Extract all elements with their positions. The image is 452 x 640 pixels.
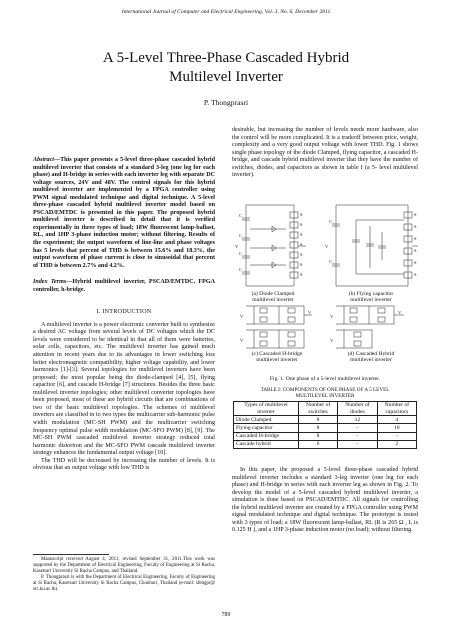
- footnotes: [33, 557, 215, 592]
- caption-b: (b) Flying capacitor multilevel inverter: [348, 291, 394, 304]
- svg-text:S: S: [300, 262, 303, 267]
- svg-text:S: S: [300, 242, 303, 247]
- header-switches: Number of switches: [298, 402, 337, 416]
- svg-text:V: V: [330, 314, 334, 319]
- header-diodes: Number of diodes: [338, 402, 377, 416]
- right-column-top: [232, 127, 418, 180]
- table-cell: 4: [377, 416, 416, 424]
- footnote-1: Manuscript received August 4, 2011; revised September 31, 2011.This work was supported by the Department of Electrical Engineering, Faculty of Engineering at Si Racha, Kasetsart University Si Racha Campus, and Thailand.: [33, 557, 215, 574]
- right-paragraph-1: desirable, but increasing the number of levels needs more hardware, also the control will be more complicated. It is a tradeoff between price, weight, complexity and a very good output voltage with lower THD. Fig. 1 shows single phase topology of the diode Clamped, flying capacitor, a cascaded H-bridge, and cascade hybrid multilevel inverter that they have the number of switches, diodes, and capacitors as shown in table I (a 5- level multilevel inverter).: [232, 127, 418, 179]
- table-header-row: [234, 402, 417, 416]
- table-cell: Cascaded H-bridge: [234, 432, 299, 440]
- svg-text:V: V: [398, 310, 402, 315]
- svg-text:S: S: [300, 272, 303, 277]
- right-column-bottom: [232, 467, 418, 535]
- table-cell: 8: [298, 416, 337, 424]
- table-row: [234, 440, 417, 448]
- figure-1: [232, 200, 418, 370]
- abstract-label: Abstract: [33, 157, 54, 163]
- svg-text:V: V: [330, 338, 334, 343]
- abstract: [33, 157, 215, 270]
- table-1-caption: TABLE I: COMPONENTS OF ONE PHASE OF A 5 LEVEL MULTILEVEL INVERTER: [260, 387, 390, 400]
- svg-text:S: S: [300, 212, 303, 217]
- footnote-2: P. Thongprasri is with the Department of Electrical Engineering, Faculty of Engineering at Si Racha, Kasetsart University Si Racha Campus, Chonburi, Thailand (e-mail: sfengpr@ src.ku.ac.th).: [33, 574, 215, 592]
- table-1-wrapper: [233, 401, 417, 449]
- table-cell: Cascade hybrid: [234, 440, 299, 448]
- abstract-text: —This paper presents a 5-level three-phase cascaded hybrid multilevel inverter that consists of a standard 3-leg (one leg for each phase) and H-bridge in series with each inverter leg with separate DC voltage sources, 24V and 48V. The control signals for this hybrid multilevel inverter are implemented by a FPGA controller using PWM signal modulated technique and digital technique. A 5-level three-phase cascaded hybrid multilevel inverter model based on PSCAD/EMTDC is presented in this paper. The proposed hybrid multilevel inverter is described in detail that it is verified experimentally in three types of load; 18W fluorescent lamp-ballast, RL, and 1HP 3-phase induction motor; without filtering. Results of the experiment; the output waveform of line-line and phase voltages has 5 levels that percent of THD is between 15.6% and 18.3%, the output waveform of phase current is close to sinusoidal that percent of THD is between 2.7% and 4.2%.: [33, 157, 215, 269]
- header-capacitors: Number of capacitors: [377, 402, 416, 416]
- caption-c: (c) Cascaded H-bridge multilevel inverter: [251, 351, 303, 364]
- index-terms-label: Index Terms: [33, 279, 67, 286]
- table-cell: 2: [377, 440, 416, 448]
- figure-1-caption: Fig. 1. One phase of a 5-level multilevel inverter.: [269, 376, 381, 382]
- page-number: 789: [221, 612, 231, 618]
- svg-text:S: S: [300, 232, 303, 237]
- table-row: [234, 424, 417, 432]
- svg-text:S: S: [300, 222, 303, 227]
- footnote-rule: [33, 554, 109, 555]
- title-line-1: A 5-Level Three-Phase Cascaded Hybrid: [102, 50, 350, 66]
- author: P. Thongprasri: [203, 98, 249, 107]
- svg-text:C: C: [329, 259, 333, 264]
- svg-text:C: C: [239, 251, 243, 256]
- paper-title: [60, 49, 392, 87]
- table-cell: Diode Clamped: [234, 416, 299, 424]
- table-cell: Flying capacitor: [234, 424, 299, 432]
- flying-capacitor-diagram: [332, 205, 418, 286]
- title-line-2: Multilevel Inverter: [169, 69, 283, 85]
- header-types: Types of multilevel inverter: [234, 402, 299, 416]
- components-table: [233, 401, 417, 449]
- svg-text:S: S: [414, 272, 417, 277]
- table-row: [234, 432, 417, 440]
- svg-text:V: V: [308, 310, 312, 315]
- diode-clamped-diagram: [242, 205, 306, 286]
- table-cell: 12: [338, 416, 377, 424]
- section-heading-introduction: I. INTRODUCTION: [96, 308, 152, 316]
- cascaded-hybrid-diagram: [336, 306, 404, 348]
- svg-text:V: V: [235, 244, 239, 249]
- caption-a: (a) Diode Clamped multilevel inverter: [251, 291, 295, 304]
- cascaded-h-bridge-diagram: [246, 306, 312, 348]
- svg-text:V: V: [240, 338, 244, 343]
- table-cell: 8: [298, 432, 337, 440]
- svg-text:C: C: [239, 267, 243, 272]
- table-cell: 10: [377, 424, 416, 432]
- svg-text:C: C: [239, 213, 243, 218]
- svg-text:S: S: [414, 224, 417, 229]
- table-cell: -: [338, 432, 377, 440]
- index-terms: [33, 279, 215, 294]
- journal-header: International Journal of Computer and Electrical Engineering, Vol. 3, No. 6, December 2011: [121, 9, 331, 15]
- intro-paragraph-2: The THD will be decreased by increasing the number of levels. It is obvious that an output voltage with low THD is: [33, 457, 215, 472]
- table-row: [234, 416, 417, 424]
- table-cell: 8: [298, 424, 337, 432]
- svg-text:S: S: [300, 252, 303, 257]
- table-cell: -: [338, 440, 377, 448]
- svg-text:S: S: [414, 260, 417, 265]
- svg-text:S: S: [414, 236, 417, 241]
- svg-text:S: S: [414, 248, 417, 253]
- table-cell: 6: [298, 440, 337, 448]
- intro-paragraph-1: A multilevel inverter is a power electronic converter built to synthesize a desired AC voltage from several levels of DC voltages which the DC levels were considered to be identical in that all of them were batteries, solar cells, capacitors, etc. The multilevel inverter has gained much attention in recent years due to its advantages in lower switching loss better electromagnetic compatibility, higher voltage capability, and lower harmonics [1]-[3]. Several topologies for multilevel inverters have been proposed; the most popular being the diode-clamped [4], [5], flying capacitor [6], and cascade H-bridge [7] structures. Besides the three basic multilevel inverter topologies; other multilevel converter topologies have been proposed, most of these are hybrid circuits that are combinations of two of the basic multilevel topologies. The schemes of multilevel inverters are classified in to two types the multicarrier sub-harmonic pulse width modulation (MC-SH PWM) and the multicarrier switching frequency optimal pulse width modulation (MC-SFO PWM) [8], [9]. The MC-SH PWM cascaded multilevel inverter strategy reduced total harmonic distortion and the MC-SFO PWM cascade multilevel inverter strategy enhances the fundamental output voltage [10].: [33, 321, 215, 457]
- index-terms-text: —Hybrid multilevel inverter, PSCAD/EMTDC, FPGA controller, h-bridge.: [33, 279, 215, 293]
- left-column: [33, 157, 215, 473]
- svg-text:C: C: [239, 233, 243, 238]
- right-paragraph-2: In this paper, the proposed a 5-level three-phase cascaded hybrid multilevel inverter includes a standard 3-leg inverter (one leg for each phase) and H-bridge in series with each inverter leg as shown in Fig. 2. To develop the model of a 5-level cascaded hybrid multilevel inverter, a simulation is done based on PSCAD/EMTDC. All signals for controlling the hybrid multilevel inverter are created by a FPGA controller using PWM signal modulated technique and digital technique. The prototype is tested with 3 types of load; a 18W fluorescent lamp-ballast, RL (R is 265 Ω , L is 0.125 H ), and a 1HP 3-phase induction motor (no load); without filtering.: [232, 467, 418, 534]
- svg-text:V: V: [240, 314, 244, 319]
- caption-d: (d) Cascaded Hybrid multilevel inverter: [347, 351, 395, 364]
- svg-text:C: C: [329, 219, 333, 224]
- svg-text:V: V: [325, 244, 329, 249]
- circuit-diagrams: [232, 200, 418, 370]
- table-cell: -: [377, 432, 416, 440]
- table-cell: -: [338, 424, 377, 432]
- svg-text:S: S: [414, 212, 417, 217]
